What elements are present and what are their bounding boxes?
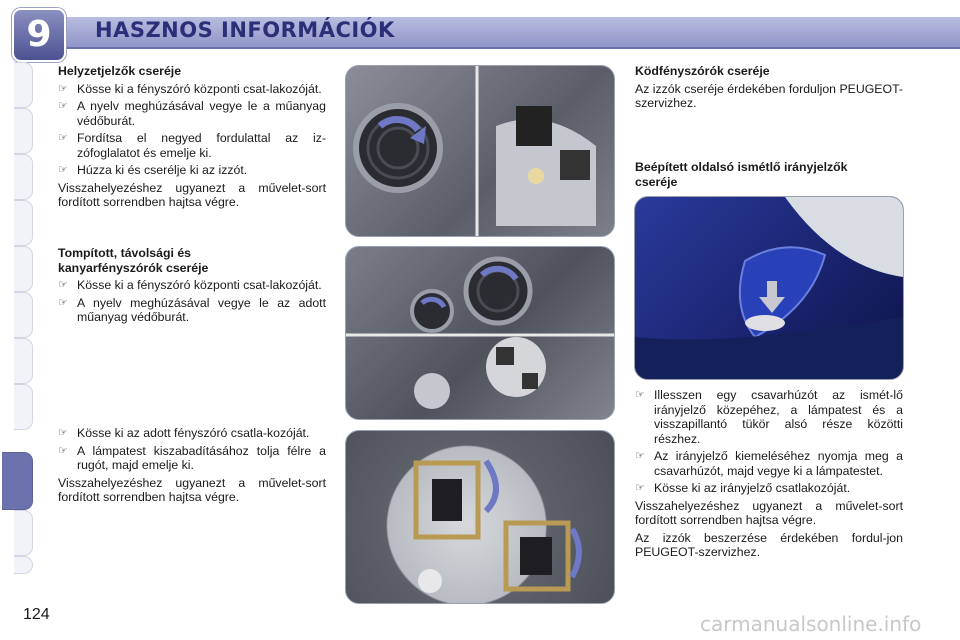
- bullet-item: ☞ Kösse ki a fényszóró központi csat-lakozóját.: [58, 278, 322, 292]
- pointing-hand-icon: ☞: [58, 427, 68, 439]
- chapter-tab[interactable]: [14, 338, 33, 384]
- pointing-hand-icon: ☞: [58, 100, 68, 112]
- bullet-item: ☞ Kösse ki az adott fényszóró csatla-kozóját.: [58, 426, 310, 440]
- pointing-hand-icon: ☞: [635, 389, 645, 401]
- bullet-item: ☞ A nyelv meghúzásával vegye le az adott műanyag védőburát.: [58, 295, 326, 324]
- section-headlamp-bulb: [58, 426, 326, 508]
- bullet-item: ☞ Kösse ki a fényszóró központi csat-lakozóját.: [58, 81, 322, 96]
- chapter-tab[interactable]: [14, 154, 33, 200]
- page-title: HASZNOS INFORMÁCIÓK: [95, 18, 395, 42]
- section-heading: Tompított, távolsági és kanyarfényszórók cseréje: [58, 246, 209, 275]
- reassembly-note: Visszahelyezéshez ugyanezt a művelet-sort fordított sorrendben hajtsa végre.: [58, 475, 326, 504]
- chapter-tab[interactable]: [14, 384, 33, 430]
- section-fog-lights: [635, 64, 903, 114]
- chapter-tab[interactable]: [14, 292, 33, 338]
- section-heading: Helyzetjelzők cseréje: [58, 64, 182, 78]
- chapter-tab[interactable]: [14, 510, 33, 556]
- figure-headlamp-covers: [345, 246, 615, 420]
- chapter-tab[interactable]: [14, 62, 33, 108]
- pointing-hand-icon: ☞: [58, 296, 68, 309]
- figure-side-repeater-drawing: [635, 197, 903, 379]
- pointing-hand-icon: ☞: [58, 82, 68, 95]
- section-heading: Beépített oldalsó ismétlő irányjelzők cseréje: [635, 160, 848, 189]
- chapter-tab[interactable]: [14, 556, 33, 574]
- pointing-hand-icon: ☞: [58, 132, 68, 144]
- service-note: Az izzók beszerzése érdekében fordul-jon PEUGEOT-szervizhez.: [635, 530, 903, 559]
- reassembly-note: Visszahelyezéshez ugyanezt a művelet-sort fordított sorrendben hajtsa végre.: [58, 180, 326, 209]
- section-text: Az izzók cseréje érdekében forduljon PEUGEOT-szervizhez.: [635, 81, 903, 110]
- pointing-hand-icon: ☞: [635, 450, 645, 462]
- section-side-repeater-heading: [635, 160, 903, 192]
- section-heading: Ködfényszórók cseréje: [635, 64, 770, 78]
- figure-headlamp-bulb-springs-drawing: [346, 431, 614, 603]
- figure-headlamp-covers-drawing: [346, 247, 614, 419]
- pointing-hand-icon: ☞: [58, 279, 68, 291]
- page-header: [0, 0, 960, 60]
- bullet-item: ☞ A nyelv meghúzásával vegye le a műanyag védőburát.: [58, 99, 326, 128]
- chapter-tab[interactable]: [14, 108, 33, 154]
- pointing-hand-icon: ☞: [58, 164, 68, 176]
- section-parking-lights: [58, 64, 326, 213]
- bullet-item: ☞ A lámpatest kiszabadításához tolja félre a rugót, majd emelje ki.: [58, 443, 326, 472]
- chapter-tab[interactable]: [14, 246, 33, 292]
- chapter-tab[interactable]: [14, 200, 33, 246]
- bullet-item: ☞ Húzza ki és cserélje ki az izzót.: [58, 163, 248, 177]
- watermark: carmanualsonline.info: [700, 612, 922, 636]
- bullet-item: ☞ Fordítsa el negyed fordulattal az iz-zófoglalatot és emelje ki.: [58, 131, 326, 160]
- bullet-item: ☞ Kösse ki az irányjelző csatlakozóját.: [635, 481, 851, 495]
- chapter-tab-active[interactable]: [2, 452, 33, 510]
- figure-parking-light: [345, 65, 615, 237]
- section-headlamps: [58, 246, 326, 328]
- section-side-repeater: [635, 388, 903, 563]
- pointing-hand-icon: ☞: [58, 444, 68, 457]
- figure-headlamp-bulb-springs: [345, 430, 615, 604]
- page-number: 124: [23, 606, 50, 623]
- pointing-hand-icon: ☞: [635, 482, 645, 494]
- bullet-item: ☞ Illesszen egy csavarhúzót az ismét-lő irányjelző közepéhez, a lámpatest és a visszapillantó tükör alsó része közötti részhez.: [635, 388, 903, 446]
- reassembly-note: Visszahelyezéshez ugyanezt a művelet-sort fordított sorrendben hajtsa végre.: [635, 498, 903, 527]
- bullet-item: ☞ Az irányjelző kiemeléséhez nyomja meg a csavarhúzót, majd vegye ki a lámpatestet.: [635, 449, 903, 478]
- chapter-number-badge: 9: [12, 8, 66, 62]
- figure-parking-light-drawing: [346, 66, 614, 236]
- figure-side-repeater: [634, 196, 904, 380]
